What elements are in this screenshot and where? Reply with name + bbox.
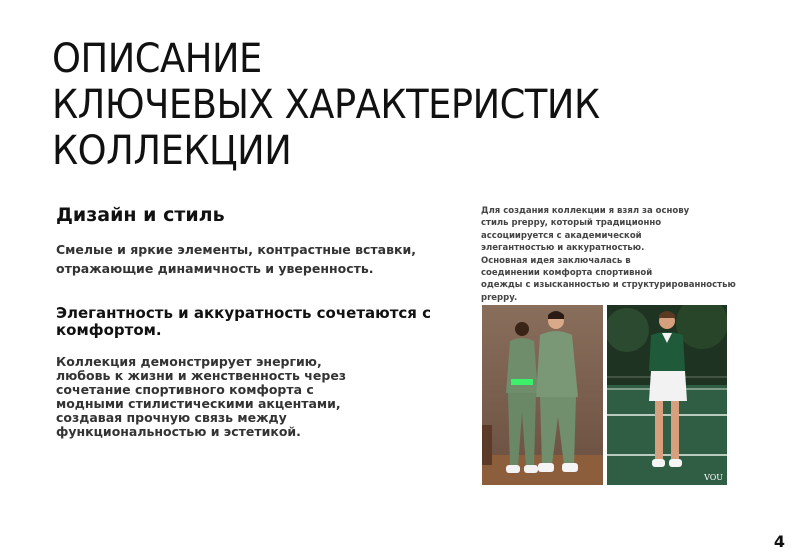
concept-line: соединении комфорта спортивной <box>481 268 653 279</box>
elegance-text: Коллекция демонстрирует энергию, любовь к жизни и женственность через сочетание спортивного комфорта с модными стилистическими акцентами, создавая прочную связь между функциональностью и эстетикой. <box>56 354 347 439</box>
tennis-player-illustration <box>607 305 727 485</box>
title-line-2: КЛЮЧЕВЫХ ХАРАКТЕРИСТИК <box>52 82 600 128</box>
concept-line: одежды с изысканностью и структурированностью <box>481 280 736 291</box>
concept-text <box>481 205 761 304</box>
page-title <box>52 36 696 174</box>
concept-line: ассоциируется с академической <box>481 230 642 241</box>
elegance-heading: Элегантность и аккуратность сочетаются с комфортом. <box>56 304 432 339</box>
concept-line: Основная идея заключалась в <box>481 255 631 266</box>
concept-line: preppy. <box>481 292 518 303</box>
concept-line: стиль preppy, который традиционно <box>481 218 662 229</box>
title-line-1: ОПИСАНИЕ <box>52 36 262 82</box>
concept-line: элегантностью и аккуратностью. <box>481 243 645 254</box>
photo-watermark: VOU <box>704 473 723 482</box>
page-number: 4 <box>773 532 785 551</box>
tracksuit-models-photo <box>482 305 603 485</box>
title-line-3: КОЛЛЕКЦИИ <box>52 128 292 174</box>
tracksuit-models-illustration <box>482 305 603 485</box>
tennis-player-photo <box>607 305 727 485</box>
concept-line: Для создания коллекции я взял за основу <box>481 206 690 216</box>
design-heading: Дизайн и стиль <box>56 204 225 226</box>
design-text: Смелые и яркие элементы, контрастные вставки, отражающие динамичность и уверенность. <box>56 242 416 276</box>
